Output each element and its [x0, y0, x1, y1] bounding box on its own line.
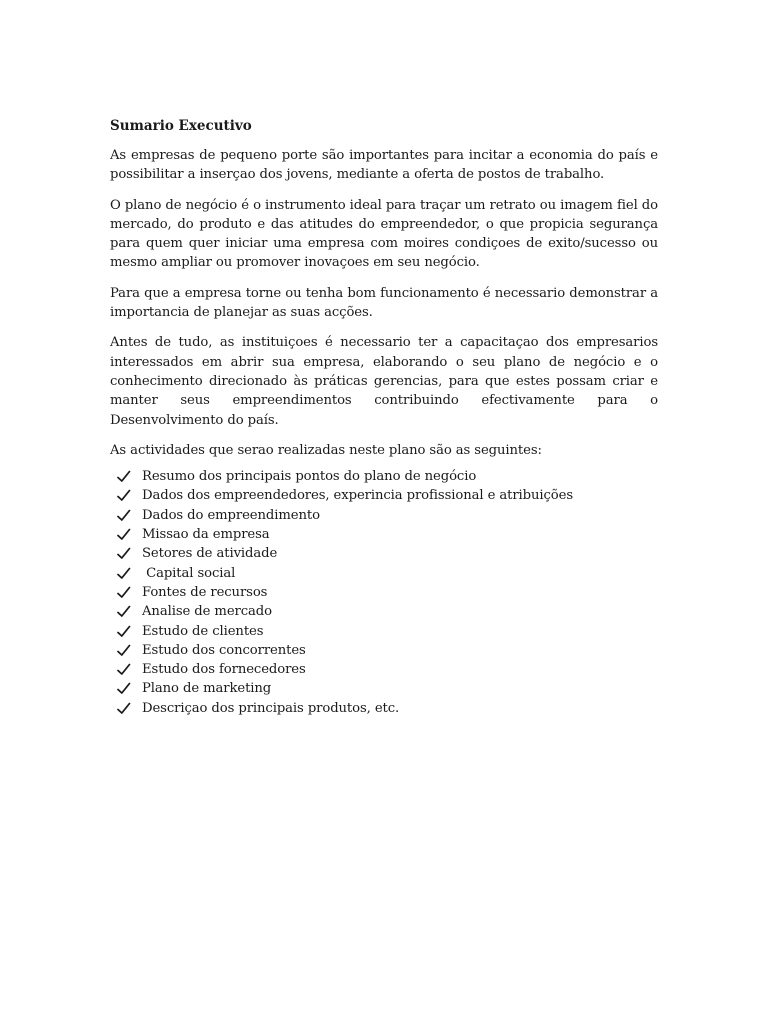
list-item-label: Dados dos empreendedores, experincia profissional e atribuições [142, 488, 573, 504]
list-item [110, 486, 658, 505]
list-item-label: Plano de marketing [142, 681, 272, 697]
checkmark-icon [116, 583, 132, 602]
list-item-label: Resumo dos principais pontos do plano de negócio [142, 469, 477, 485]
document-title: Sumario Executivo [110, 118, 252, 134]
document-page [110, 117, 658, 718]
checkmark-icon [116, 525, 132, 544]
list-item-label: Setores de atividade [142, 546, 278, 562]
list-item-label: Estudo dos concorrentes [142, 642, 306, 658]
checkmark-icon [116, 544, 132, 563]
checkmark-icon [116, 679, 132, 698]
list-item [110, 641, 658, 660]
list-item [110, 583, 658, 602]
activities-checklist [110, 467, 658, 718]
paragraph-intro: As empresas de pequeno porte são importantes para incitar a economia do país e possibilitar a inserçao dos jovens, mediante a oferta de postos de trabalho. [110, 148, 658, 183]
list-item-label: Descriçao dos principais produtos, etc. [142, 700, 400, 716]
list-item [110, 467, 658, 486]
list-item [110, 506, 658, 525]
list-item [110, 544, 658, 563]
list-item [110, 660, 658, 679]
paragraph-institutions: Antes de tudo, as instituiçoes é necessario ter a capacitaçao dos empresarios interessados em abrir sua empresa, elaborando o seu plano de negócio e o conhecimento direcionado às práticas gerencias, para que estes possam criar e manter seus empreendimentos contribuindo efectivamente para o Desenvolvimento do país. [110, 335, 658, 428]
list-item-label: Capital social [142, 565, 236, 581]
list-item [110, 622, 658, 641]
list-item [110, 699, 658, 718]
paragraph-planning: Para que a empresa torne ou tenha bom funcionamento é necessario demonstrar a importancia de planejar as suas acções. [110, 285, 658, 321]
checkmark-icon [116, 506, 132, 525]
checkmark-icon [116, 602, 132, 621]
checkmark-icon [116, 622, 132, 641]
checkmark-icon [116, 467, 132, 486]
list-item-label: Dados do empreendimento [142, 507, 320, 523]
checkmark-icon [116, 660, 132, 679]
list-item [110, 602, 658, 621]
list-item-label: Missao da empresa [142, 527, 270, 543]
paragraph-business-plan: O plano de negócio é o instrumento ideal para traçar um retrato ou imagem fiel do mercado, do produto e das atitudes do empreendedor, o que propicia segurança para quem quer iniciar uma empresa com moires condiçoes de exito/sucesso ou mesmo ampliar ou promover inovaçoes em seu negócio. [110, 197, 658, 271]
list-item-label: Fontes de recursos [142, 584, 268, 600]
list-item [110, 679, 658, 698]
list-item [110, 525, 658, 544]
list-item-label: Estudo de clientes [142, 623, 264, 639]
list-item-label: Analise de mercado [142, 604, 272, 620]
list-item [110, 564, 658, 583]
checkmark-icon [116, 641, 132, 660]
list-item-label: Estudo dos fornecedores [142, 662, 306, 678]
checkmark-icon [116, 699, 132, 718]
checkmark-icon [116, 564, 132, 583]
checkmark-icon [116, 486, 132, 505]
paragraph-activities-intro: As actividades que serao realizadas neste plano são as seguintes: [110, 442, 542, 458]
